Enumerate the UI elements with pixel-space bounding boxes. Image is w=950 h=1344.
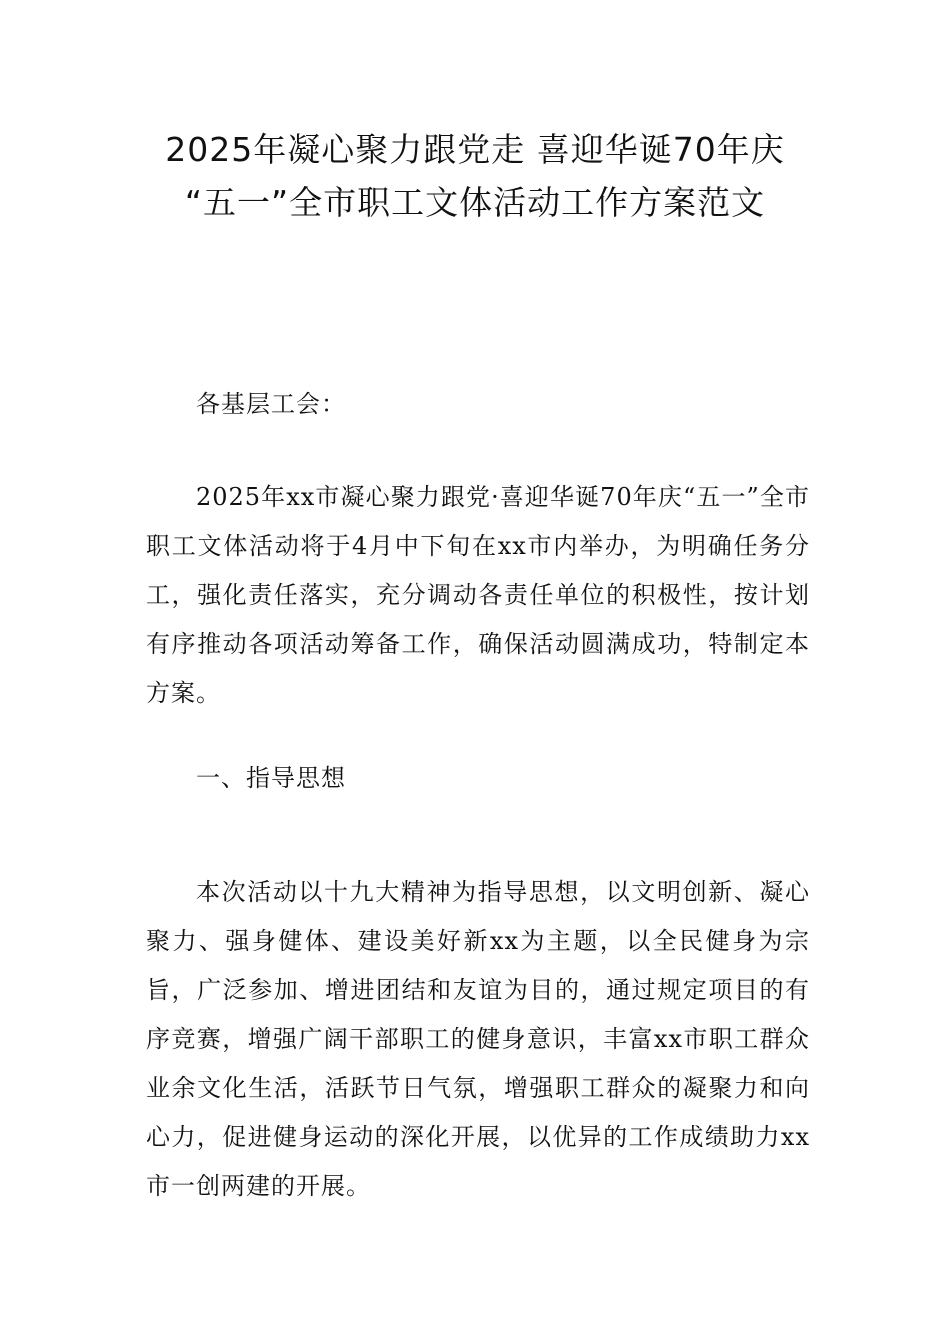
body-paragraph-2: 本次活动以十九大精神为指导思想，以文明创新、凝心聚力、强身健体、建设美好新xx为主题，以全民健身为宗旨，广泛参加、增进团结和友谊为目的，通过规定项目的有序竞赛，增强广阔干部职工的健身意识，丰富xx市职工群众业余文化生活，活跃节日气氛，增强职工群众的凝聚力和向心力，促进健身运动的深化开展，以优异的工作成绩助力xx市一创两建的开展。 xyxy=(146,878,810,1200)
document-title-line-1: 2025年凝心聚力跟党走 喜迎华诞70年庆 xyxy=(165,130,785,169)
body-paragraph-1: 2025年xx市凝心聚力跟党·喜迎华诞70年庆“五一”全市职工文体活动将于4月中下旬在xx市内举办，为明确任务分工，强化责任落实，充分调动各责任单位的积极性，按计划有序推动各项活动筹备工作，确保活动圆满成功，特制定本方案。 xyxy=(146,483,810,707)
document-title-line-2: “五一”全市职工文体活动工作方案范文 xyxy=(184,183,766,222)
section-heading-guiding-ideology: 一、指导思想 xyxy=(196,764,346,792)
salutation: 各基层工会： xyxy=(196,390,346,418)
